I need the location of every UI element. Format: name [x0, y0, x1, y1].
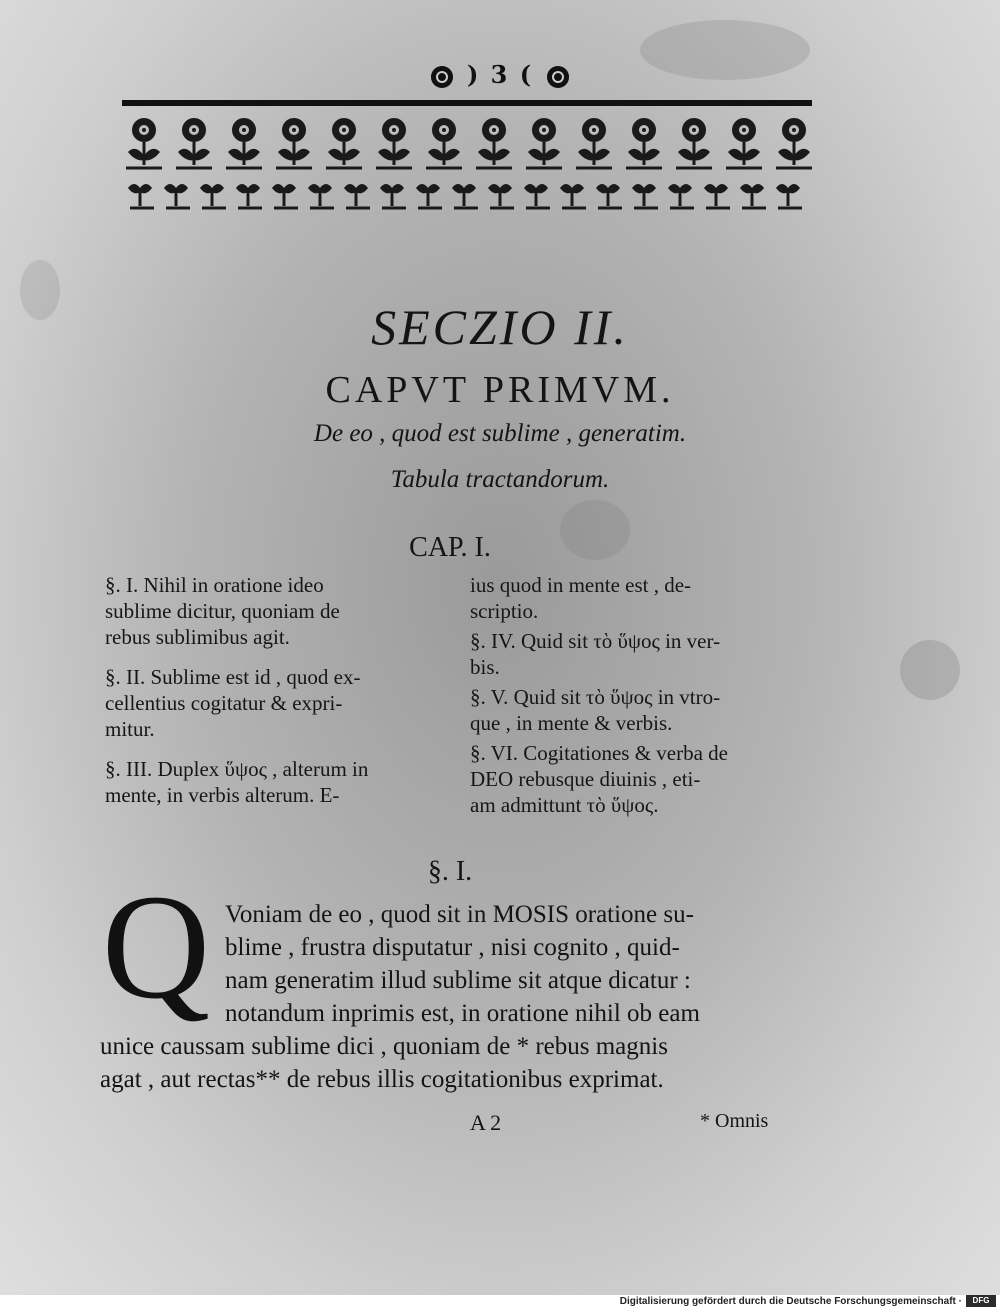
body-line: unice caussam sublime dici , quoniam de * rebus magnis [100, 1033, 668, 1060]
catchword: * Omnis [700, 1110, 769, 1132]
table-title: Tabula tractandorum. [390, 466, 610, 493]
dfg-logo: DFG [966, 1295, 996, 1307]
signature-mark: A 2 [470, 1110, 502, 1135]
header-rule [122, 100, 812, 106]
page-header [0, 60, 1000, 89]
summary-entry: §. V. Quid sit τὸ ὕψος in vtro- que , in mente & verbis. [470, 685, 721, 735]
summary-entry: §. II. Sublime est id , quod ex- cellentius cogitatur & expri- mitur. [105, 665, 361, 741]
section-mark: §. I. [427, 856, 473, 887]
rosette-icon [431, 66, 453, 88]
summary-left-column [105, 572, 455, 822]
cap-heading: CAP. I. [409, 532, 491, 563]
rosette-icon [547, 66, 569, 88]
drop-cap: Q [101, 864, 211, 1030]
body-line: agat , aut rectas** de rebus illis cogitationibus exprimat. [100, 1066, 664, 1093]
body-line: blime , frustra disputatur , nisi cognito , quid- [225, 934, 680, 961]
chapter-subtitle: De eo , quod est sublime , generatim. [313, 420, 687, 447]
summary-entry: §. III. Duplex ὕψος , alterum in mente, in verbis alterum. E- [105, 757, 369, 807]
summary-entry: ius quod in mente est , de- scriptio. [470, 573, 692, 623]
section-title: SECZIO II. [371, 299, 629, 355]
body-line: Voniam de eo , quod sit in MOSIS oratione su- [225, 901, 694, 928]
summary-entry: §. IV. Quid sit τὸ ὕψος in ver- bis. [470, 629, 721, 679]
chapter-title: CAPVT PRIMVM. [325, 369, 675, 411]
summary-right-column [470, 572, 810, 822]
summary-entry: §. I. Nihil in oratione ideo sublime dicitur, quoniam de rebus sublimibus agit. [105, 573, 340, 649]
page-marker: ) 3 ( [466, 60, 534, 89]
summary-entry: §. VI. Cogitationes & verba de DEO rebusque diuinis , eti- am admittunt τὸ ὕψος. [470, 741, 728, 817]
body-line: nam generatim illud sublime sit atque dicatur : [225, 967, 691, 994]
body-line: notandum inprimis est, in oratione nihil ob eam [225, 1000, 700, 1027]
floral-ornament-band [122, 108, 812, 220]
funding-credit: Digitalisierung gefördert durch die Deutsche Forschungsgemeinschaft · [619, 1296, 962, 1307]
ink-stain [900, 640, 960, 700]
